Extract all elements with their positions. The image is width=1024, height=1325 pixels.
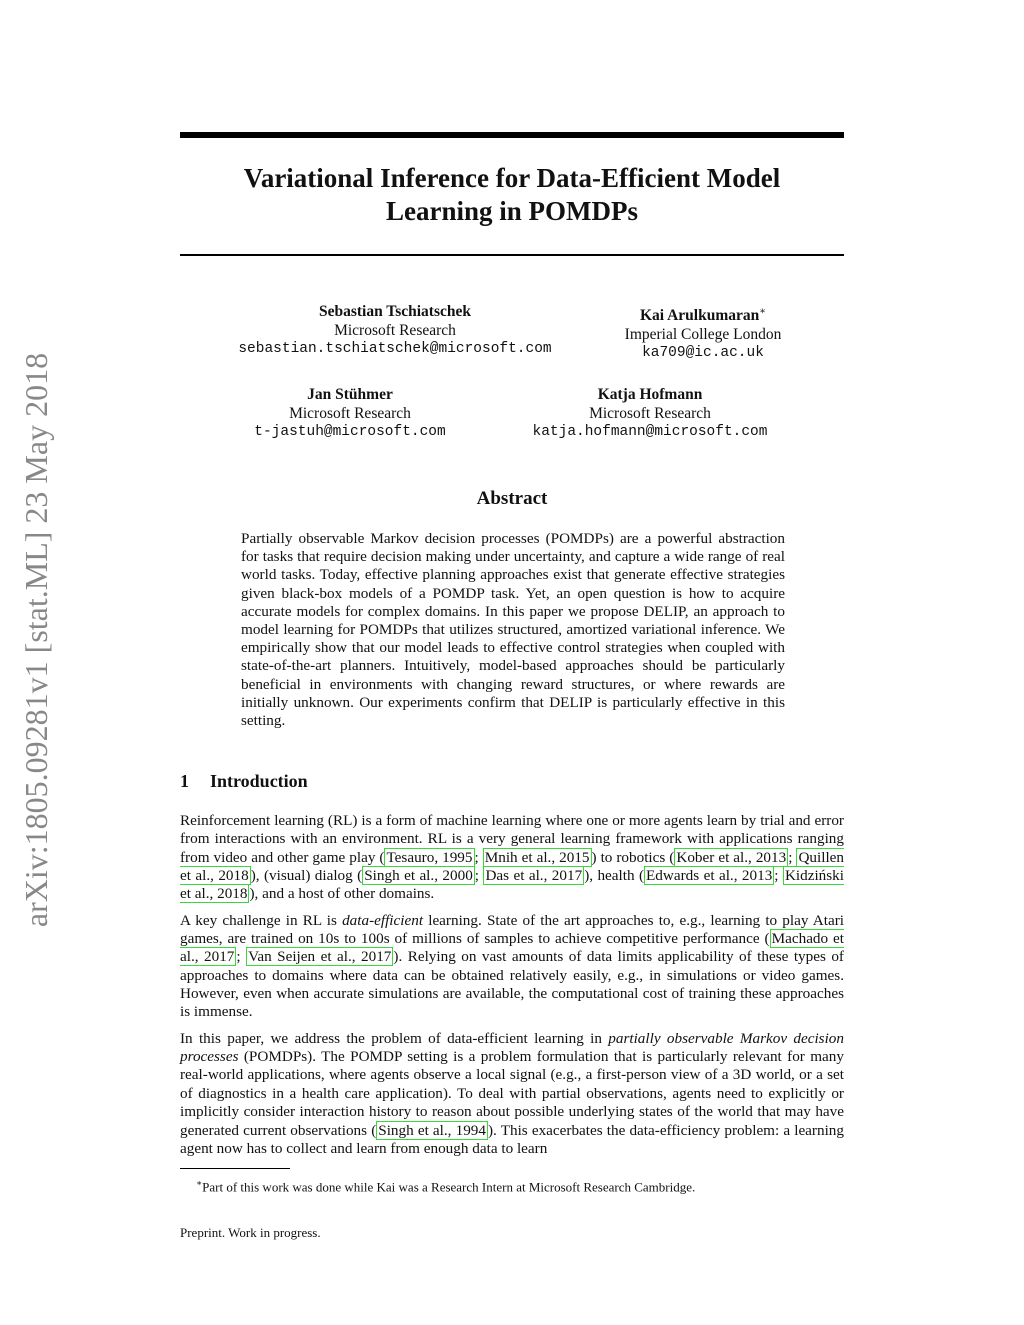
author-block-1 bbox=[220, 302, 570, 359]
author-affiliation: Microsoft Research bbox=[334, 322, 456, 339]
paper-title bbox=[180, 162, 844, 228]
text-run: ), (visual) dialog ( bbox=[250, 867, 363, 885]
citation-link[interactable]: Kober et al., 2013 bbox=[676, 848, 787, 866]
title-line-2: Learning in POMDPs bbox=[385, 196, 638, 226]
text-run: ) to robotics ( bbox=[591, 848, 675, 866]
author-email: sebastian.tschiatschek@microsoft.com bbox=[238, 341, 552, 357]
text-run: ; bbox=[774, 867, 783, 885]
paragraph-1 bbox=[180, 812, 844, 904]
footnote-rule bbox=[180, 1168, 290, 1169]
citation-link[interactable]: Singh et al., 1994 bbox=[378, 1121, 486, 1139]
citation-link[interactable]: Edwards et al., 2013 bbox=[646, 867, 773, 885]
abstract-heading: Abstract bbox=[476, 488, 548, 509]
author-block-4 bbox=[510, 385, 790, 442]
citation-link[interactable]: Das et al., 2017 bbox=[485, 867, 583, 885]
citation-link[interactable]: Singh et al., 2000 bbox=[364, 867, 473, 885]
author-block-2 bbox=[588, 302, 818, 363]
text-run: learning. State of the art approaches to, e.g., learning to play Atari games, are trained on 10s to 100s of millions of samples to achieve competitive performance ( bbox=[180, 911, 844, 948]
text-run: ; bbox=[788, 848, 797, 866]
text-run: ), and a host of other domains. bbox=[249, 885, 435, 903]
text-run: ; bbox=[236, 948, 247, 966]
section-number: 1 bbox=[180, 771, 189, 791]
author-footnote-mark: ∗ bbox=[759, 306, 767, 317]
citation-link[interactable]: Machado et al., 2017 bbox=[180, 930, 844, 966]
arxiv-identifier: arXiv:1805.09281v1 [stat.ML] 23 May 2018 bbox=[18, 352, 54, 928]
author-affiliation: Imperial College London bbox=[624, 326, 782, 344]
preprint-note: Preprint. Work in progress. bbox=[180, 1225, 321, 1240]
author-affiliation: Microsoft Research bbox=[589, 405, 711, 422]
author-email: t-jastuh@microsoft.com bbox=[254, 424, 446, 440]
emphasis-text: partially observable Markov decision processes bbox=[180, 1029, 844, 1066]
citation-link[interactable]: Van Seijen et al., 2017 bbox=[248, 948, 392, 966]
author-affiliation: Microsoft Research bbox=[289, 405, 411, 422]
author-name: Katja Hofmann bbox=[597, 386, 703, 403]
author-block-3 bbox=[230, 385, 470, 442]
text-run: (POMDPs). The POMDP setting is a problem formulation that is particularly relevant for many real-world applications, where agents observe a local signal (e.g., a first-person view of a 3D world, or a set of diagnostics in a health care application). To deal with partial observations, agents need to explicitly or implicitly consider interaction history to reason about possible underlying states of the world that may have generated current observations ( bbox=[180, 1048, 844, 1139]
paragraph-3 bbox=[180, 1030, 844, 1158]
text-run: A key challenge in RL is bbox=[180, 911, 343, 929]
author-email: ka709@ic.ac.uk bbox=[642, 345, 764, 362]
abstract-text: Partially observable Markov decision processes (POMDPs) are a powerful abstraction for tasks that require decision making under uncertainty, and capture a wide range of real world tasks. Today, effective planning approaches exist that generate effective strategies given black-box models of a POMDP task. Yet, an open question is how to acquire accurate models for complex domains. In this paper we propose DELIP, an approach to model learning for POMDPs that utilizes structured, amortized variational inference. We empirically show that our model leads to effective control strategies when coupled with state-of-the-art planners. Intuitively, model-based approaches should be particularly beneficial in environments with changing reward structures, or where rewards are initially unknown. Our experiments confirm that DELIP is particularly effective in this setting. bbox=[241, 530, 785, 730]
text-run: ; bbox=[474, 848, 483, 866]
title-line-1: Variational Inference for Data-Efficient Model bbox=[243, 163, 781, 193]
author-name-text: Kai Arulkumaran bbox=[639, 307, 760, 325]
text-run: ). Relying on vast amounts of data limits applicability of these types of approaches to domains where data can be obtained relatively easily, e.g., in simulations or video games. However, even when accurate simulations are available, the computational cost of training these approaches is immense. bbox=[180, 948, 844, 1021]
citation-link[interactable]: Tesauro, 1995 bbox=[386, 848, 473, 866]
emphasis-text: data-efficient bbox=[342, 911, 424, 929]
author-name: Sebastian Tschiatschek bbox=[318, 303, 472, 320]
title-bottom-rule bbox=[180, 254, 844, 256]
footnote-text: Part of this work was done while Kai was a Research Intern at Microsoft Research Cambridge. bbox=[202, 1179, 696, 1195]
text-run: Reinforcement learning (RL) is a form of machine learning where one or more agents learn by trial and error from interactions with an environment. RL is a very general learning framework with applications ranging from video and other game play ( bbox=[180, 812, 844, 866]
text-run: ), health ( bbox=[584, 867, 645, 885]
text-run: ). This exacerbates the data-efficiency problem: a learning agent now has to collect and learn from enough data to learn bbox=[180, 1121, 844, 1157]
author-email: katja.hofmann@microsoft.com bbox=[532, 424, 768, 440]
title-top-rule bbox=[180, 132, 844, 138]
citation-link[interactable]: Kidziński et al., 2018 bbox=[180, 867, 844, 903]
section-heading bbox=[180, 769, 308, 793]
footnote bbox=[196, 1175, 695, 1195]
citation-link[interactable]: Mnih et al., 2015 bbox=[484, 848, 590, 866]
author-name bbox=[588, 302, 818, 325]
section-title: Introduction bbox=[210, 771, 308, 791]
footnote-mark: ∗ bbox=[196, 1178, 203, 1188]
author-name: Jan Stühmer bbox=[307, 386, 393, 403]
intro-body bbox=[180, 812, 844, 1166]
paragraph-2 bbox=[180, 912, 844, 1022]
text-run: ; bbox=[474, 867, 484, 885]
citation-link[interactable]: Quillen et al., 2018 bbox=[180, 848, 844, 885]
text-run: In this paper, we address the problem of data-efficient learning in bbox=[180, 1029, 609, 1047]
